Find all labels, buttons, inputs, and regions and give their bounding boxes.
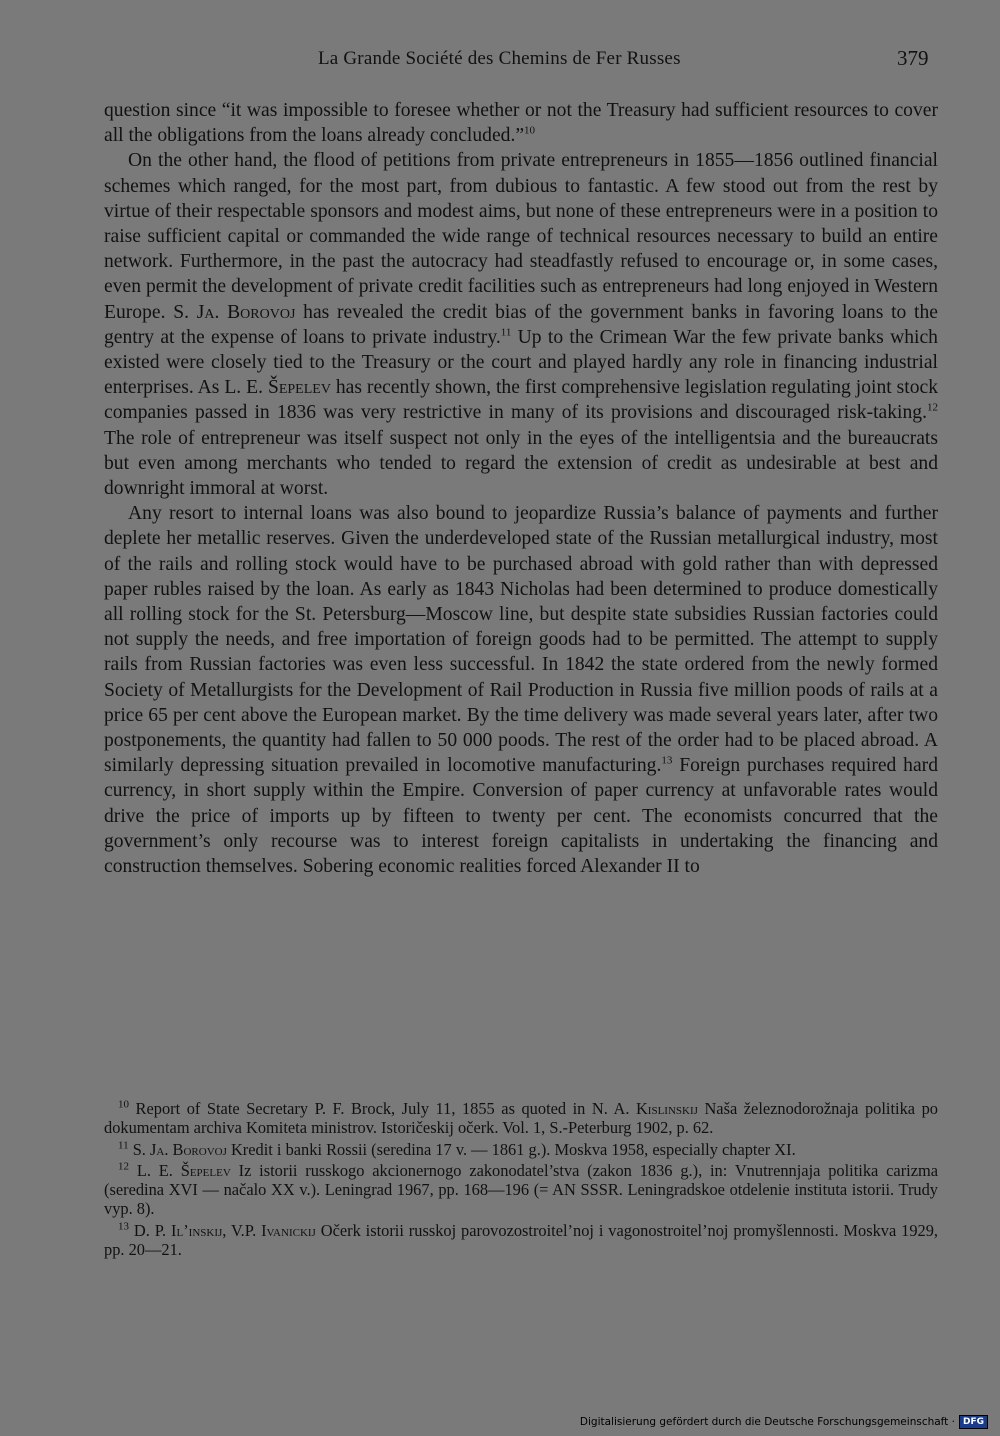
- text-run: Report of State Secretary P. F. Brock, July 11, 1855 as quoted in N. A.: [129, 1099, 636, 1118]
- dfg-logo-icon: DFG: [959, 1415, 988, 1429]
- credit-text: Digitalisierung gefördert durch die Deutsche Forschungsgemeinschaft ·: [579, 1416, 955, 1428]
- footnote-ref: 12: [118, 1160, 129, 1173]
- footnote-ref: 10: [118, 1098, 129, 1111]
- text-run: has recently shown, the first comprehensive legislation regulating joint stock companies passed in 1836 was very restrictive in many of its provisions and discouraged risk-taking.: [104, 377, 939, 424]
- text-run: Any resort to internal loans was also bound to jeopardize Russia’s balance of payments and further deplete her metallic reserves. Given the underdeveloped state of the Russian metallurgical industry, most of the rails and rolling stock would have to be purchased abroad with gold rather than with depressed paper rubles raised by the loan. As early as 1843 Nicholas had been determined to produce domestically all rolling stock for the St. Petersburg—Moscow line, but despite state subsidies Russian factories could not supply the needs, and free importation of foreign goods had to be permitted. The attempt to supply rails from Russian factories was even less successful. In 1842 the state ordered from the newly formed Society of Metallurgists for the Development of Rail Production in Russia five million poods of rails at a price 65 per cent above the European market. By the time delivery was made several years later, after two postponements, the quantity had fallen to 50 000 poods. The rest of the order had to be placed abroad. A similarly depressing situation prevailed in locomotive manufacturing.: [104, 503, 938, 777]
- footnote: [104, 1222, 938, 1260]
- footnote-ref: 12: [927, 401, 938, 414]
- text-run: Foreign purchases required hard currency, in short supply within the Empire. Conversion of paper currency at unfavorable rates would drive the price of imports up by fifteen to twenty per cent. The economists concurred that the government’s only recourse was to interest foreign capitalists in undertaking the financing and construction themselves. Sobering economic realities forced Alexander II to: [104, 755, 938, 878]
- text-run: question since “it was impossible to foresee whether or not the Treasury had sufficient resources to cover all the obligations from the loans already concluded.”: [104, 100, 938, 147]
- text-run: D. P.: [129, 1220, 172, 1240]
- text-run: , V.P.: [222, 1220, 262, 1240]
- text-run: On the other hand, the flood of petitions from private entrepreneurs in 1855—1856 outlined financial schemes which ranged, for the most part, from dubious to fantastic. A few stood out from the rest by virtue of their respectable sponsors and modest aims, but none of these entrepreneurs were in a position to raise sufficient capital or commanded the wide range of technical resources necessary to build an entire network. Furthermore, in the past the autocracy had steadfastly refused to encourage or, in some cases, even permit the development of private credit facilities such as entrepreneurs had long enjoyed in Western Europe. S.: [104, 150, 938, 323]
- author-name: Šepelev: [267, 377, 331, 399]
- text-run: Kredit i banki Rossii (seredina 17 v. — 1861 g.). Moskva 1958, especially chapter XI.: [226, 1139, 796, 1159]
- text-run: S.: [128, 1139, 151, 1159]
- author-name: Ja. Borovoj: [150, 1139, 227, 1159]
- footnote-ref: 11: [118, 1139, 129, 1152]
- text-run: Naša železnodorožnaja politika po dokumentam archiva Komiteta ministrov. Istoričeskij očerk. Vol. 1, S.-Peterburg 1902, p. 62.: [104, 1099, 938, 1137]
- footnote: [104, 1162, 938, 1218]
- footnote-ref: 10: [524, 124, 536, 137]
- author-name: Ivanickij: [261, 1220, 316, 1240]
- main-text: [104, 98, 938, 879]
- author-name: Il’inskij: [171, 1220, 223, 1240]
- author-name: Šepelev: [180, 1161, 231, 1181]
- text-run: Očerk istorii russkoj parovozostroitel’noj i vagonostroitel’noj promyšlennosti. Moskva 1929, pp. 20—21.: [104, 1220, 939, 1259]
- text-run: Up to the Crimean War the few private banks which existed were closely tied to the Treasury or the court and played hardly any role in financing industrial enterprises. As L. E.: [104, 326, 938, 399]
- text-run: has revealed the credit bias of the government banks in favoring loans to the gentry at the expense of loans to private industry.: [104, 301, 938, 348]
- text-run: L. E.: [129, 1161, 181, 1181]
- footnote-ref: 11: [500, 326, 512, 339]
- footnote: [104, 1141, 938, 1160]
- digitization-credit: [580, 1414, 988, 1430]
- footnote: [104, 1100, 938, 1138]
- page-number: 379: [897, 46, 929, 70]
- text-run: The role of entrepreneur was itself suspect not only in the eyes of the intelligentsia and the bureaucrats but even among merchants who tended to regard the extension of credit as undesirable at best and downright immoral at worst.: [104, 427, 938, 500]
- footnote-ref: 13: [118, 1220, 129, 1233]
- footnote-ref: 13: [661, 754, 673, 767]
- text-run: Iz istorii russkogo akcionernogo zakonodatel’stva (zakon 1836 g.), in: Vnutrennjaja politika carizma (seredina XVI — načalo XX v.). Leningrad 1967, pp. 168—196 (= AN SSSR. Leningradskoe otdelenie instituta istorii. Trudy vyp. 8).: [104, 1161, 939, 1218]
- paragraph: [104, 148, 938, 501]
- running-title: La Grande Société des Chemins de Fer Russes: [318, 48, 681, 69]
- paragraph: [104, 501, 938, 879]
- footnotes: [104, 1100, 938, 1262]
- paragraph: [104, 98, 938, 148]
- author-name: Ja. Borovoj: [196, 301, 296, 323]
- author-name: Kislinskij: [635, 1099, 698, 1118]
